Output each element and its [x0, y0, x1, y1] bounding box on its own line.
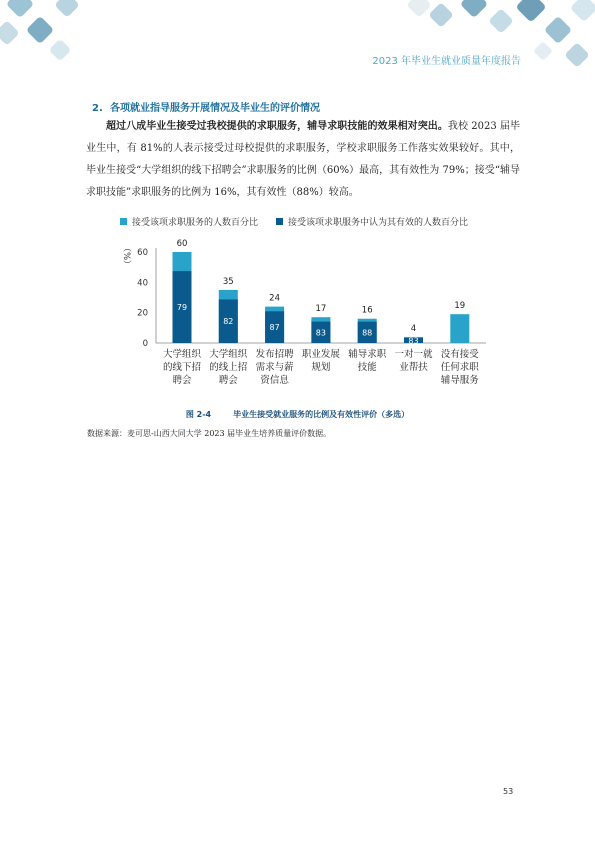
y-tick-label: 0	[142, 339, 148, 349]
effective-data-label: 87	[269, 323, 280, 333]
section-heading	[92, 99, 320, 114]
x-tick-label: 任何求职	[440, 362, 479, 373]
x-tick-label: 需求与薪	[255, 362, 294, 373]
x-tick-label: 大学组织	[209, 349, 248, 360]
body-paragraph	[86, 116, 520, 204]
legend-item-received	[120, 215, 258, 228]
page-number: 53	[503, 787, 514, 796]
x-tick-label: 聘会	[172, 375, 192, 386]
paragraph-body: 我校 2023 届毕业生中，有 81%的人表示接受过母校提供的求职服务，学校求职服务工作落实效果较好。其中，毕业生接受“大学组织的线下招聘会”求职服务的比例（60%）最高，其有效性为 79%；接受“辅导求职技能”求职服务的比例为 16%，其有效性（88%）较高。	[86, 121, 520, 198]
x-tick-label: 规划	[311, 362, 331, 373]
received-data-label: 35	[222, 276, 234, 287]
legend-swatch-effective	[276, 218, 283, 225]
x-tick-label: 辅导求职	[348, 349, 387, 360]
lead-sentence: 超过八成毕业生接受过我校提供的求职服务，辅导求职技能的效果相对突出。	[106, 121, 448, 132]
running-header: 2023 年毕业生就业质量年度报告	[372, 56, 521, 67]
received-data-label: 17	[315, 304, 327, 315]
x-tick-label: 业帮扶	[399, 362, 428, 373]
header-decoration	[0, 0, 595, 80]
legend-label-received: 接受该项求职服务的人数百分比	[132, 218, 259, 228]
y-axis-label: （%）	[121, 243, 131, 269]
x-tick-label: 技能	[357, 362, 377, 373]
chart-legend	[120, 215, 468, 228]
x-tick-label: 聘会	[218, 375, 238, 386]
received-data-label: 16	[361, 305, 373, 316]
x-tick-label: 大学组织	[162, 349, 202, 360]
y-tick-label: 20	[137, 308, 148, 319]
section-title: 各项就业指导服务开展情况及毕业生的评价情况	[110, 103, 320, 114]
received-data-label: 19	[454, 301, 466, 312]
x-tick-label: 辅导服务	[440, 375, 479, 386]
section-number: 2.	[92, 103, 103, 114]
legend-label-effective: 接受该项求职服务中认为其有效的人数百分比	[288, 218, 469, 228]
y-tick-label: 60	[137, 248, 148, 258]
bar-received	[450, 314, 469, 343]
effective-data-label: 82	[223, 317, 234, 327]
legend-swatch-received	[120, 218, 127, 225]
y-tick-label: 40	[137, 278, 148, 289]
x-tick-label: 的线下招	[162, 362, 202, 373]
source-note: 数据来源：麦可思-山西大同大学 2023 届毕业生培养质量评价数据。	[87, 429, 332, 438]
effective-data-label: 88	[362, 328, 373, 338]
x-tick-label: 没有接受	[440, 349, 479, 360]
received-data-label: 4	[410, 323, 417, 334]
figure-number: 图 2-4	[185, 410, 212, 419]
effective-data-label: 79	[176, 303, 188, 313]
x-tick-label: 的线上招	[209, 362, 248, 373]
x-tick-label: 发布招聘	[255, 349, 294, 360]
figure-title: 毕业生接受就业服务的比例及有效性评价（多选）	[233, 410, 410, 419]
x-tick-label: 资信息	[260, 375, 289, 386]
legend-item-effective	[276, 215, 468, 228]
effective-data-label: 83	[408, 336, 419, 346]
received-data-label: 24	[269, 293, 281, 304]
x-tick-label: 职业发展	[301, 349, 340, 360]
received-data-label: 60	[176, 239, 188, 249]
figure-caption	[0, 409, 595, 420]
bar-chart	[100, 232, 500, 392]
effective-data-label: 83	[315, 328, 326, 338]
x-tick-label: 一对一就	[394, 349, 433, 360]
